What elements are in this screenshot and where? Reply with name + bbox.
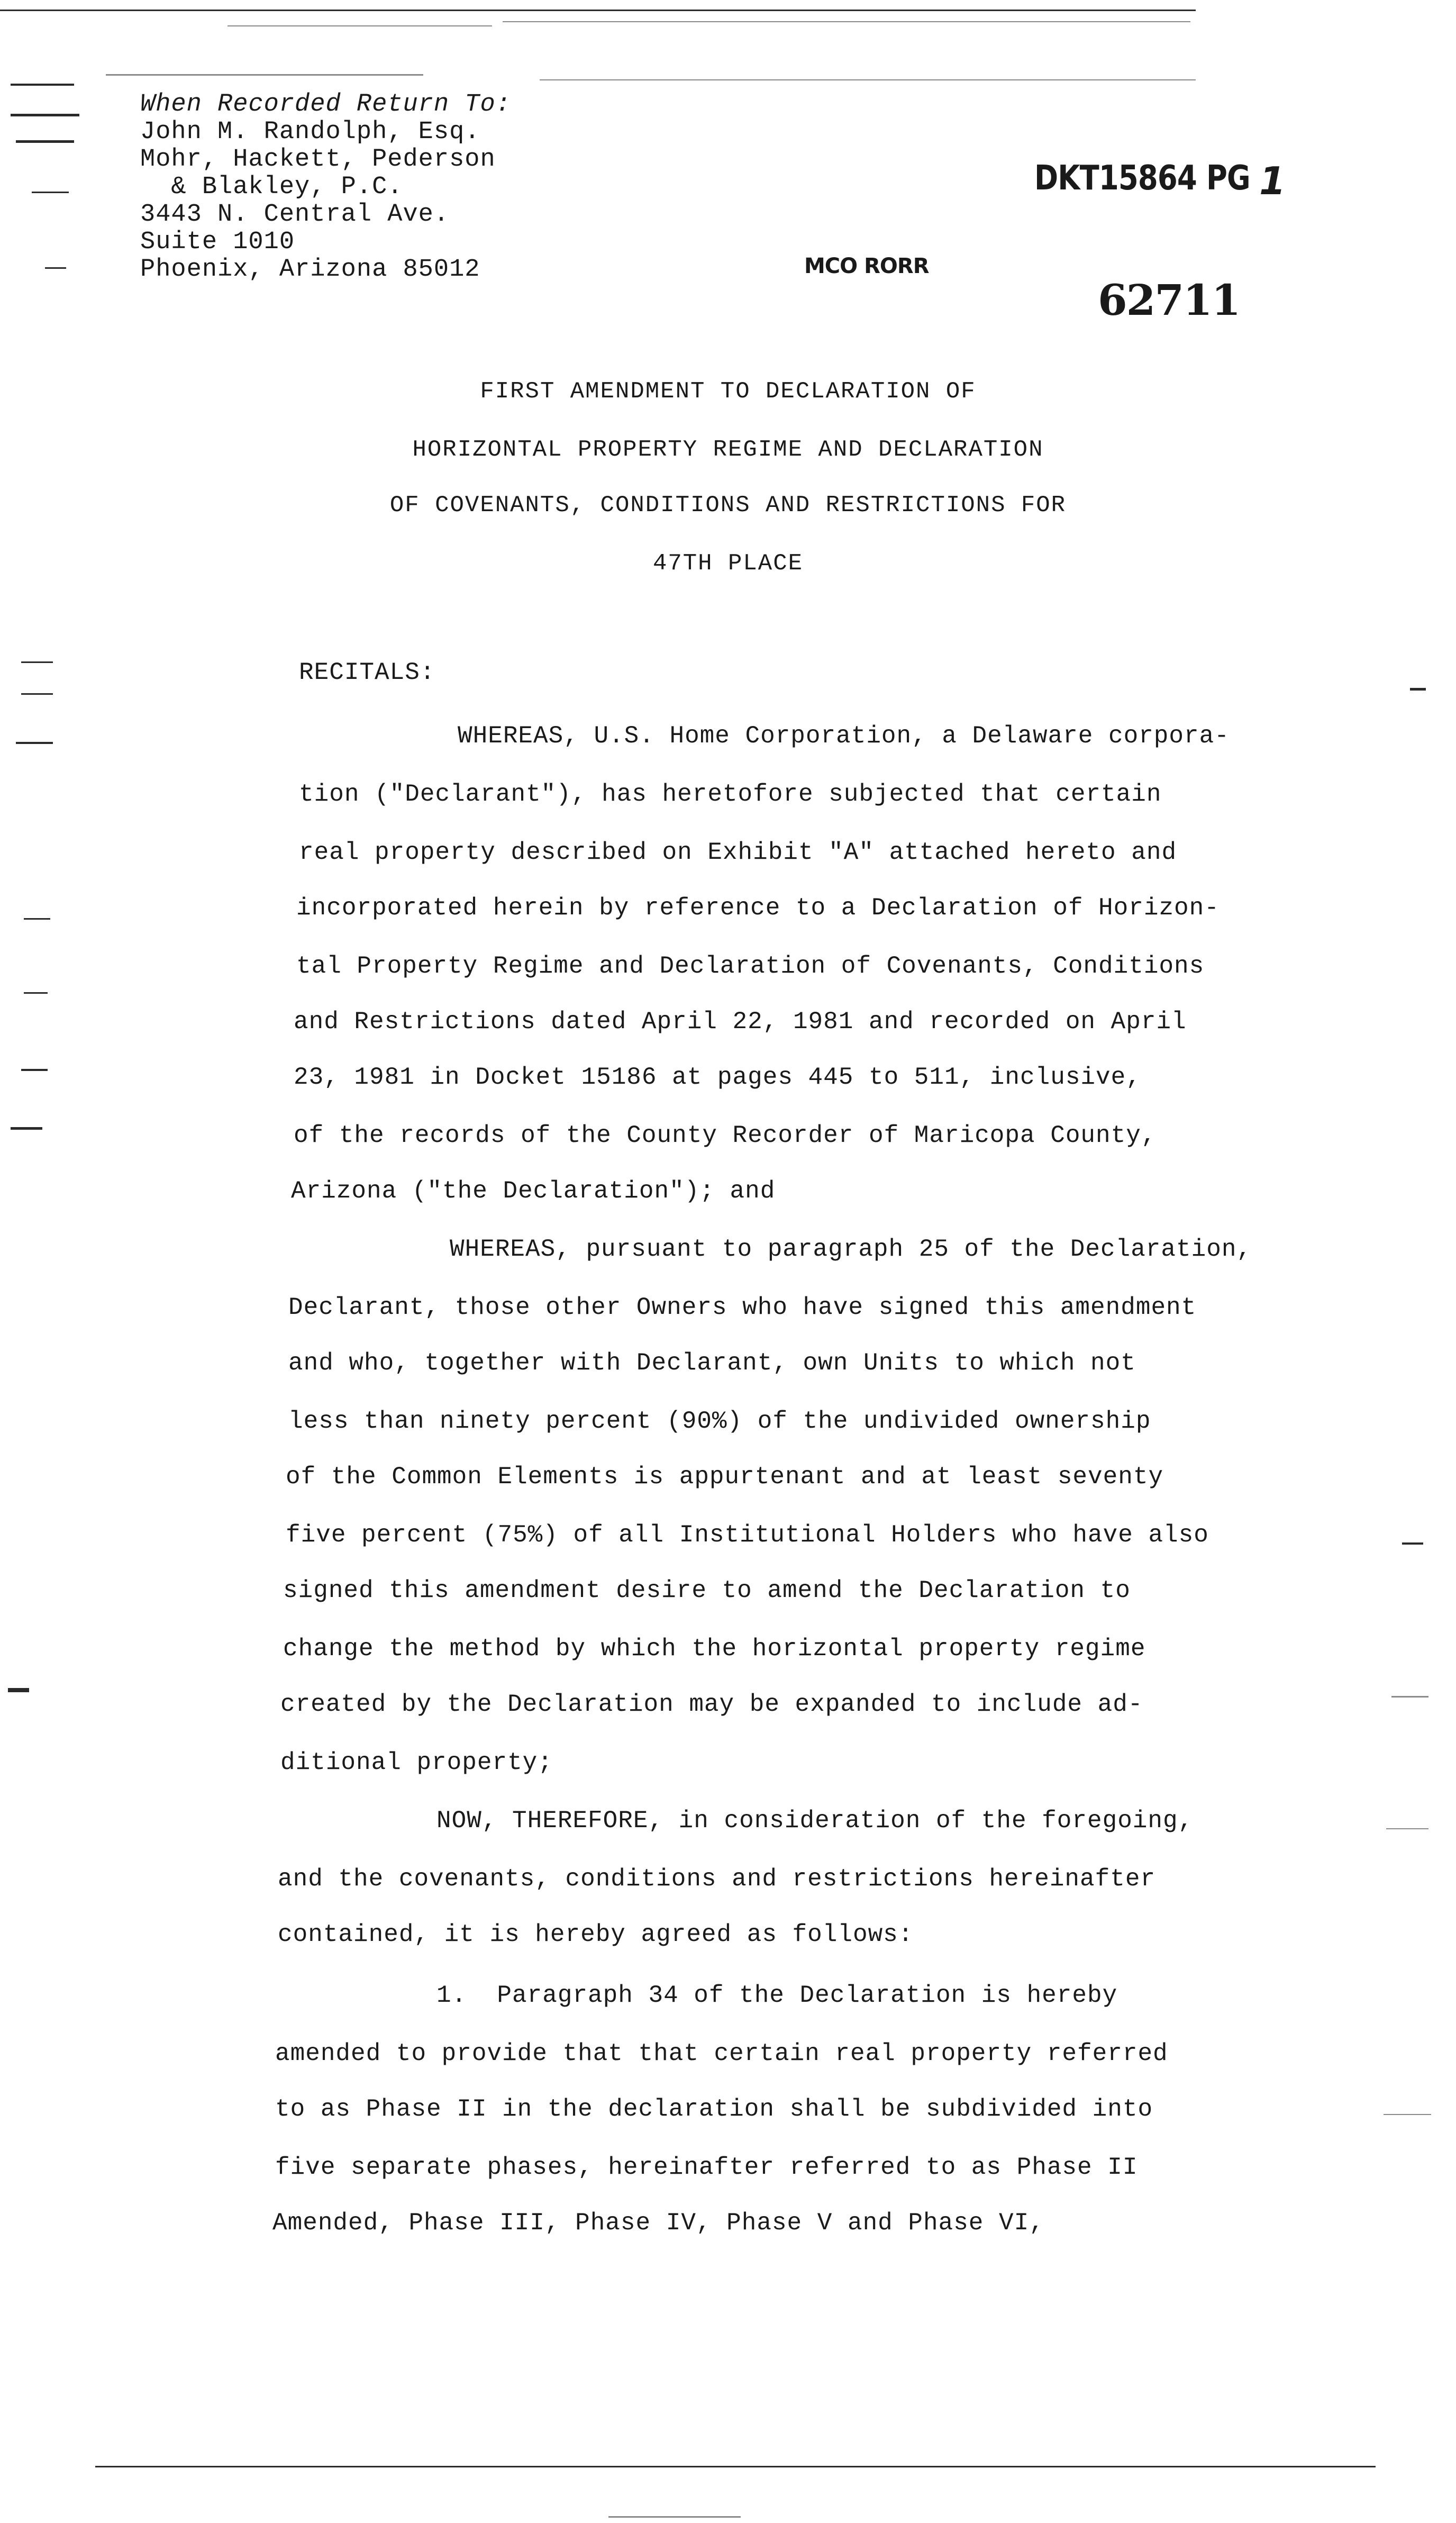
docket-stamp: DKT15864 PG	[1034, 159, 1250, 198]
scan-artifact-left-mark-1	[11, 84, 74, 86]
body-line: five separate phases, hereinafter referred to as Phase II	[275, 2154, 1138, 2181]
body-line: and who, together with Declarant, own Units to which not	[288, 1349, 1136, 1377]
body-line: and the covenants, conditions and restrictions hereinafter	[278, 1865, 1156, 1893]
return-address-line: & Blakley, P.C.	[140, 173, 403, 201]
document-title-line: OF COVENANTS, CONDITIONS AND RESTRICTIONS FOR	[389, 492, 1067, 519]
body-line: real property described on Exhibit "A" attached hereto and	[299, 839, 1177, 866]
scan-artifact-top-line-2	[228, 25, 492, 26]
scan-artifact-left-mark-12	[11, 1127, 42, 1130]
scan-artifact-right-mark-5	[1384, 2114, 1431, 2115]
scan-artifact-bottom-line	[95, 2466, 1376, 2467]
body-line: NOW, THEREFORE, in consideration of the foregoing,	[436, 1807, 1194, 1835]
body-line: WHEREAS, U.S. Home Corporation, a Delaware corpora-	[458, 722, 1230, 750]
return-address-line: Phoenix, Arizona 85012	[140, 256, 480, 284]
scan-artifact-top-line	[0, 10, 1196, 11]
scan-artifact-left-mark-11	[21, 1069, 48, 1071]
return-address-line: 3443 N. Central Ave.	[140, 201, 450, 229]
scan-artifact-header-line-2	[540, 79, 1196, 80]
scan-artifact-left-mark-4	[32, 192, 69, 193]
body-line: incorporated herein by reference to a Declaration of Horizon-	[296, 894, 1220, 922]
return-address	[140, 91, 511, 284]
scan-artifact-right-mark-4	[1386, 1828, 1428, 1829]
scan-artifact-bottom-line-2	[608, 2516, 741, 2518]
scan-artifact-left-mark-3	[16, 140, 74, 143]
scan-artifact-right-mark-2	[1402, 1542, 1423, 1545]
body-line: tion ("Declarant"), has heretofore subjected that certain	[299, 781, 1162, 808]
scan-artifact-left-mark-13	[8, 1688, 29, 1692]
body-line: 1. Paragraph 34 of the Declaration is hereby	[436, 1982, 1118, 2009]
body-line: Declarant, those other Owners who have signed this amendment	[288, 1294, 1197, 1321]
scan-artifact-left-mark-8	[16, 742, 53, 744]
scan-artifact-left-mark-7	[21, 693, 53, 695]
body-line: of the Common Elements is appurtenant and at least seventy	[286, 1463, 1164, 1491]
recitals-heading: RECITALS:	[299, 659, 435, 686]
body-line: ditional property;	[280, 1749, 553, 1776]
body-line: contained, it is hereby agreed as follows:	[278, 1921, 914, 1948]
return-address-line: Mohr, Hackett, Pederson	[140, 146, 496, 174]
return-address-line: When Recorded Return To:	[140, 90, 511, 119]
body-line: 23, 1981 in Docket 15186 at pages 445 to 511, inclusive,	[294, 1064, 1141, 1091]
document-title-line: 47TH PLACE	[652, 550, 804, 577]
recording-number-stamp: 62711	[1098, 275, 1240, 325]
body-line: Amended, Phase III, Phase IV, Phase V and Phase VI,	[272, 2209, 1044, 2237]
body-line: created by the Declaration may be expanded to include ad-	[280, 1691, 1143, 1718]
body-line: signed this amendment desire to amend the Declaration to	[283, 1577, 1131, 1604]
document-title-line: HORIZONTAL PROPERTY REGIME AND DECLARATION	[412, 437, 1044, 463]
scan-artifact-header-line	[106, 74, 423, 76]
body-line: tal Property Regime and Declaration of Covenants, Conditions	[296, 952, 1205, 980]
body-line: WHEREAS, pursuant to paragraph 25 of the Declaration,	[450, 1236, 1252, 1263]
body-line: to as Phase II in the declaration shall be subdivided into	[275, 2095, 1153, 2123]
scan-artifact-left-mark-9	[24, 918, 50, 920]
scan-artifact-right-mark-1	[1410, 688, 1426, 691]
scan-artifact-right-mark-3	[1391, 1696, 1428, 1698]
document-title-line: FIRST AMENDMENT TO DECLARATION OF	[480, 378, 976, 405]
return-address-line: John M. Randolph, Esq.	[140, 118, 480, 146]
body-line: less than ninety percent (90%) of the undivided ownership	[288, 1408, 1151, 1435]
body-line: change the method by which the horizontal property regime	[283, 1635, 1146, 1663]
body-line: of the records of the County Recorder of Maricopa County,	[294, 1122, 1157, 1149]
scan-artifact-left-mark-2	[11, 114, 79, 116]
return-address-line: Suite 1010	[140, 228, 295, 256]
body-line: five percent (75%) of all Institutional Holders who have also	[286, 1521, 1209, 1549]
recorder-code-stamp: MCO RORR	[804, 254, 929, 278]
scan-artifact-left-mark-5	[45, 267, 66, 269]
docket-page-stamp: 1	[1259, 159, 1286, 203]
scan-artifact-left-mark-6	[21, 661, 53, 663]
scan-artifact-top-line-3	[503, 21, 1190, 22]
body-line: and Restrictions dated April 22, 1981 and recorded on April	[294, 1008, 1187, 1036]
scan-artifact-left-mark-10	[24, 992, 48, 994]
body-line: Arizona ("the Declaration"); and	[291, 1177, 776, 1205]
body-line: amended to provide that that certain real property referred	[275, 2040, 1168, 2067]
